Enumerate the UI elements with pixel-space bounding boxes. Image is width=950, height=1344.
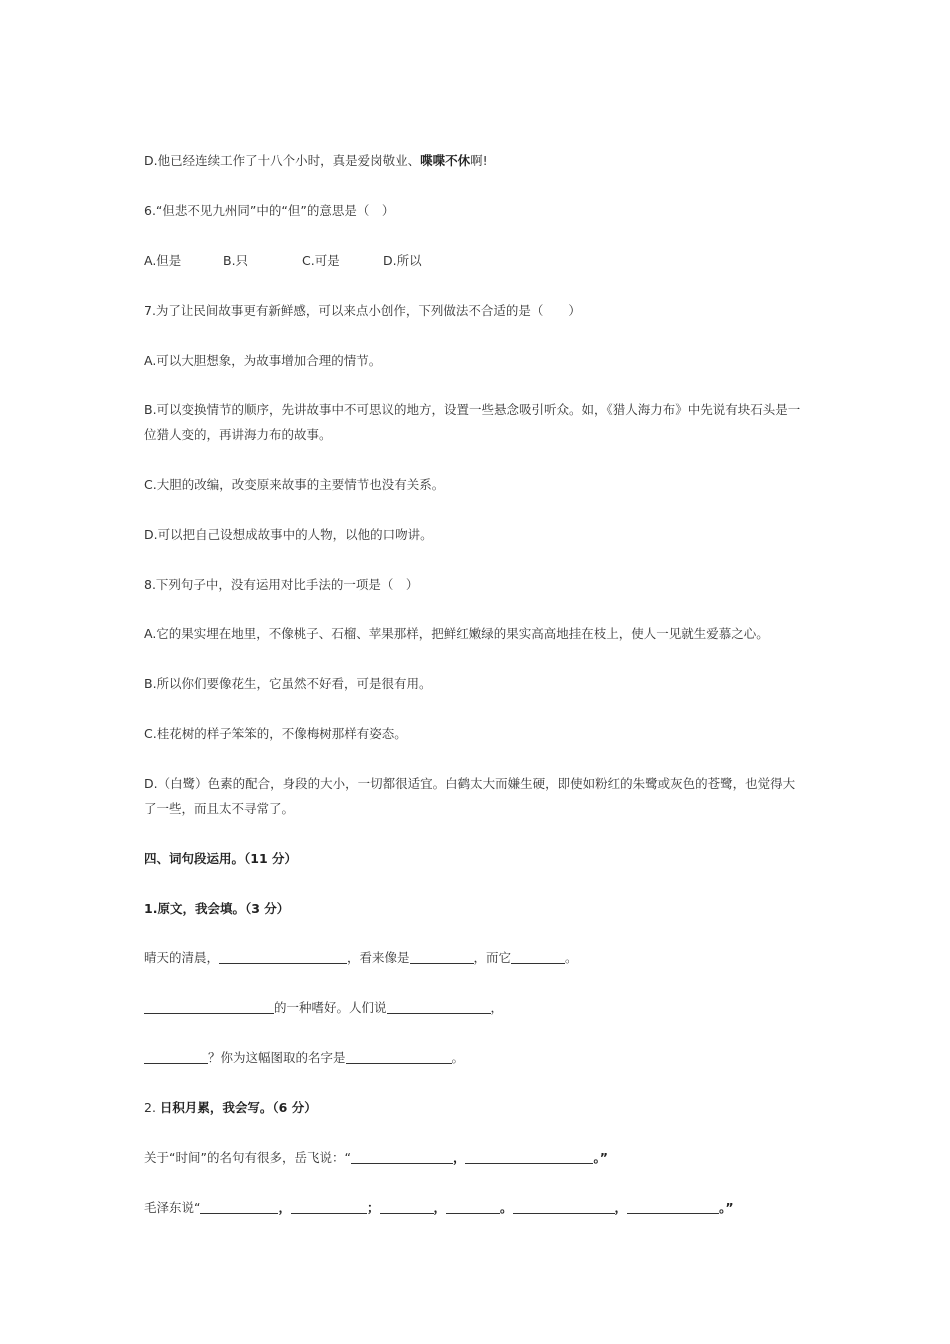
blank[interactable] xyxy=(291,1199,367,1214)
q6-stem: 6.“但悲不见九州同”中的“但”的意思是（ ） xyxy=(144,203,395,218)
blank[interactable] xyxy=(387,999,491,1014)
blank[interactable] xyxy=(410,949,474,964)
blank[interactable] xyxy=(219,949,347,964)
blank[interactable] xyxy=(346,1049,452,1064)
part-2-line-1-end: 。” xyxy=(593,1150,608,1165)
blank[interactable] xyxy=(511,949,565,964)
part-2-line-2-p1: ， xyxy=(278,1200,291,1215)
q6-option-b: B.只 xyxy=(223,253,249,268)
part-2-line-2-p4: 。 xyxy=(500,1200,513,1215)
part-2-title: 日积月累，我会写。（6 分） xyxy=(159,1100,317,1115)
q6-option-d: D.所以 xyxy=(383,253,422,268)
part-1-line-2-text-2: ， xyxy=(490,1000,504,1015)
part-1-line-1-text-3: ，而它 xyxy=(473,950,512,965)
part-2-line-1-text-1: 关于“时间”的名句有很多，岳飞说：“ xyxy=(144,1150,351,1165)
part-1-line-1 xyxy=(144,945,804,970)
q5-option-d-bold: 喋喋不休 xyxy=(420,153,471,168)
part-1-line-3-text-2: 。 xyxy=(451,1050,465,1065)
blank[interactable] xyxy=(200,1199,278,1214)
q5-option-d-end: 啊! xyxy=(470,153,488,168)
part-1-line-1-text-4: 。 xyxy=(565,950,578,965)
q7-option-b: B.可以变换情节的顺序，先讲故事中不可思议的地方，设置一些悬念吸引听众。如，《猎人海力布》中先说有块石头是一位猎人变的，再讲海力布的故事。 xyxy=(144,402,801,442)
q8-stem: 8.下列句子中，没有运用对比手法的一项是（ ） xyxy=(144,577,419,592)
blank[interactable] xyxy=(351,1149,453,1164)
part-2-line-2-p2: ； xyxy=(367,1200,380,1215)
blank[interactable] xyxy=(513,1199,615,1214)
q5-option-d-text: D.他已经连续工作了十八个小时，真是爱岗敬业、 xyxy=(144,153,421,168)
q6-option-a: A.但是 xyxy=(144,253,182,268)
blank[interactable] xyxy=(627,1199,719,1214)
part-1-line-2 xyxy=(144,995,804,1020)
part-1-line-3 xyxy=(144,1045,804,1070)
part-2-line-1 xyxy=(144,1145,804,1170)
part-2-line-2-text-1: 毛泽东说“ xyxy=(144,1200,201,1215)
part-2-line-1-comma: ， xyxy=(452,1150,466,1165)
part-2-line-2-p5: ， xyxy=(614,1200,628,1215)
q8-option-a: A.它的果实埋在地里，不像桃子、石榴、苹果那样，把鲜红嫩绿的果实高高地挂在枝上，使人一见就生爱慕之心。 xyxy=(144,626,769,641)
q8-option-d: D.（白鹭）色素的配合，身段的大小，一切都很适宜。白鹤太大而嫌生硬，即使如粉红的朱鹭或灰色的苍鹭，也觉得大了一些，而且太不寻常了。 xyxy=(144,776,796,816)
q7-option-a: A.可以大胆想象，为故事增加合理的情节。 xyxy=(144,353,382,368)
blank[interactable] xyxy=(144,1049,208,1064)
part-1-line-1-text-2: ，看来像是 xyxy=(347,950,410,965)
q5-option-d xyxy=(144,148,804,173)
part-2-number: 2. xyxy=(144,1100,160,1115)
part-2-line-2 xyxy=(144,1195,804,1220)
blank[interactable] xyxy=(465,1149,593,1164)
q7-stem: 7.为了让民间故事更有新鲜感，可以来点小创作，下列做法不合适的是（ ） xyxy=(144,303,581,318)
part-1-line-3-text-1: ？你为这幅图取的名字是 xyxy=(208,1050,346,1065)
q6-option-c: C.可是 xyxy=(302,253,340,268)
q7-option-c: C.大胆的改编，改变原来故事的主要情节也没有关系。 xyxy=(144,477,445,492)
part-2-heading xyxy=(144,1095,804,1120)
blank[interactable] xyxy=(144,999,274,1014)
part-1-heading: 1.原文，我会填。（3 分） xyxy=(144,901,290,916)
q8-option-b: B.所以你们要像花生，它虽然不好看，可是很有用。 xyxy=(144,676,432,691)
blank[interactable] xyxy=(446,1199,500,1214)
part-1-line-2-text-1: 的一种嗜好。人们说 xyxy=(274,1000,387,1015)
q7-option-d: D.可以把自己设想成故事中的人物，以他的口吻讲。 xyxy=(144,527,433,542)
blank[interactable] xyxy=(380,1199,434,1214)
q8-option-c: C.桂花树的样子笨笨的，不像梅树那样有姿态。 xyxy=(144,726,407,741)
section-4-heading: 四、词句段运用。（11 分） xyxy=(144,851,297,866)
part-2-line-2-p3: ， xyxy=(433,1200,447,1215)
part-1-line-1-text-1: 晴天的清晨， xyxy=(144,950,220,965)
part-2-line-2-end: 。” xyxy=(719,1200,734,1215)
